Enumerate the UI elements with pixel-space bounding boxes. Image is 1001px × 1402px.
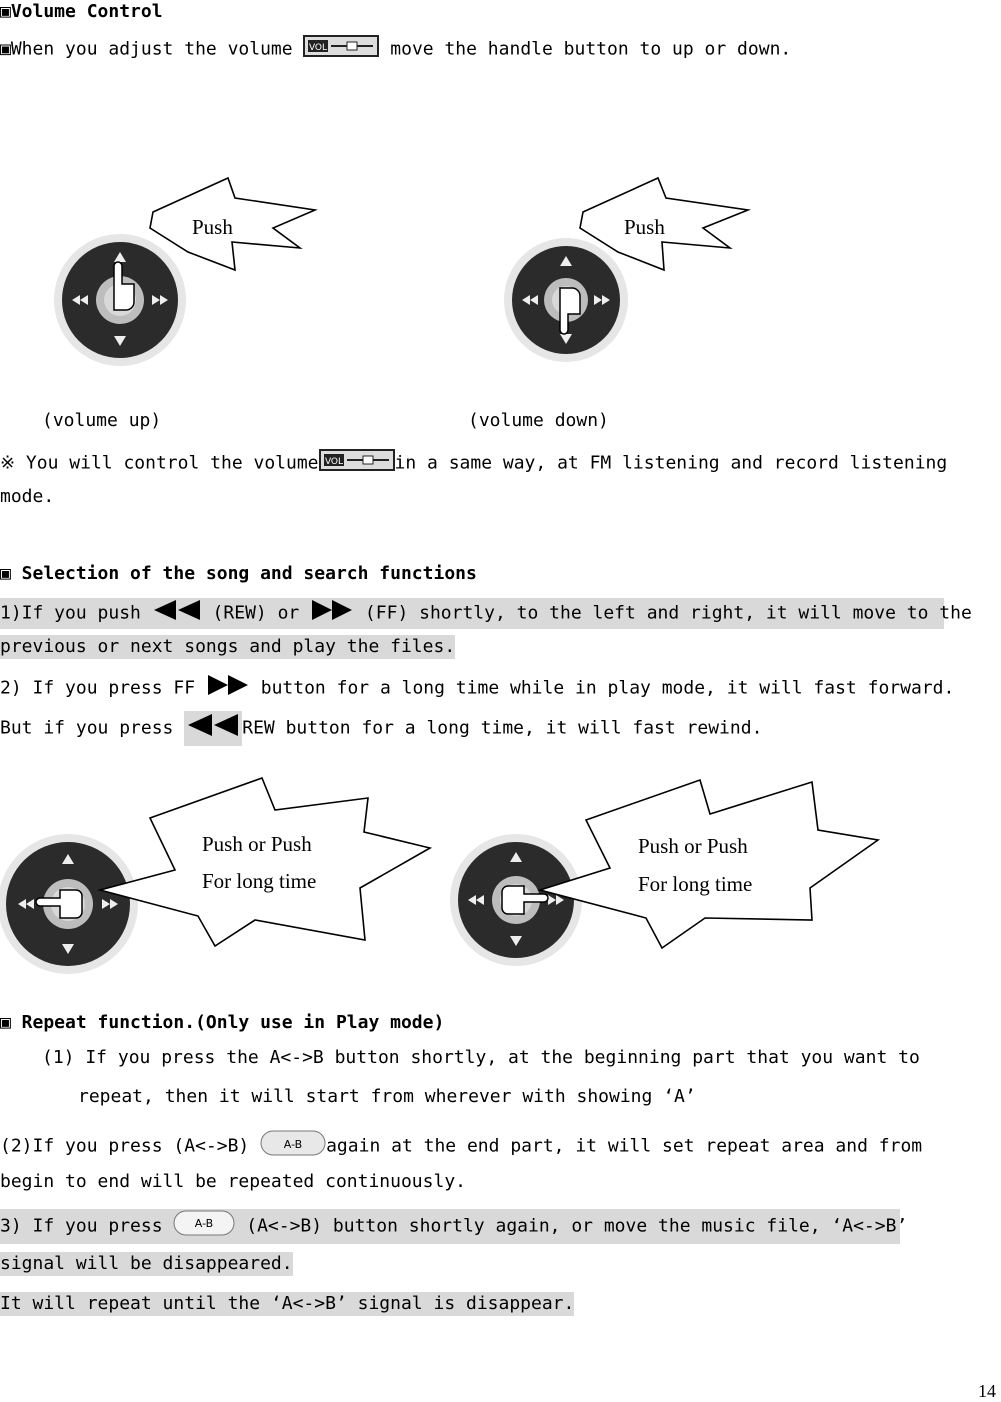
volume-control-title: ▣Volume Control — [0, 1, 163, 22]
page-number: 14 — [978, 1381, 996, 1401]
repeat-p3-line2: signal will be disappeared. — [0, 1253, 293, 1274]
svg-text:A-B: A-B — [283, 1138, 303, 1151]
note-line-1: ※ You will control the volume VOL in a same way, at FM listening and record listening — [0, 449, 947, 478]
push-label-right: Push — [624, 215, 665, 239]
ab-button-icon — [260, 1128, 326, 1165]
repeat-p1-line1: (1) If you press the A<->B button shortly, at the beginning part that you want to — [42, 1047, 920, 1068]
repeat-p1-line2: repeat, then it will start from wherever with showing ‘A’ — [78, 1086, 696, 1107]
svg-text:A-B: A-B — [195, 1217, 214, 1230]
selection-line-4: But if you press REW button for a long time, it will fast rewind. — [0, 711, 762, 746]
selection-line-2: previous or next songs and play the files. — [0, 636, 456, 657]
caption-volume-up: (volume up) — [42, 410, 162, 431]
fast-forward-icon — [206, 673, 250, 704]
bubble-ff-line2: For long time — [638, 872, 753, 896]
selection-line-3: 2) If you press FF button for a long time while in play mode, it will fast forward. — [0, 673, 954, 704]
controller-volume-down — [504, 238, 628, 362]
bubble-rewind-line2: For long time — [202, 869, 317, 893]
volume-slider-icon — [303, 35, 379, 64]
selection-title: ▣ Selection of the song and search functions — [0, 563, 477, 584]
rewind-icon — [152, 598, 202, 629]
note-line-2: mode. — [0, 486, 55, 507]
repeat-title: ▣ Repeat function.(Only use in Play mode) — [0, 1012, 445, 1033]
controller-fast-forward — [450, 834, 582, 966]
ab-button-icon — [173, 1209, 235, 1244]
svg-text:VOL: VOL — [309, 43, 328, 53]
fast-forward-icon — [310, 598, 354, 629]
bubble-ff-line1: Push or Push — [638, 834, 748, 858]
volume-instruction: ▣When you adjust the volume VOL move the handle button to up or down. — [0, 35, 791, 64]
controller-volume-up — [54, 234, 186, 366]
controller-rewind — [0, 834, 138, 974]
volume-figure — [0, 170, 1001, 380]
repeat-p2-line1: (2)If you press (A<->B) A-B again at the end part, it will set repeat area and from — [0, 1128, 922, 1165]
repeat-p3-line3: It will repeat until the ‘A<->B’ signal is disappear. — [0, 1293, 575, 1314]
repeat-p3-line1: 3) If you press A-B (A<->B) button shortly again, or move the music file, ‘A<->B’ — [0, 1209, 900, 1244]
repeat-p2-line2: begin to end will be repeated continuously. — [0, 1171, 466, 1192]
rewind-icon — [184, 711, 242, 746]
push-label-left: Push — [192, 215, 233, 239]
bubble-rewind-line1: Push or Push — [202, 832, 312, 856]
svg-text:VOL: VOL — [324, 457, 343, 467]
caption-volume-down: (volume down) — [468, 410, 609, 431]
selection-line-1: 1)If you push (REW) or (FF) shortly, to the left and right, it will move to the — [0, 598, 944, 629]
search-figure — [0, 770, 1001, 985]
volume-slider-icon — [319, 449, 395, 478]
